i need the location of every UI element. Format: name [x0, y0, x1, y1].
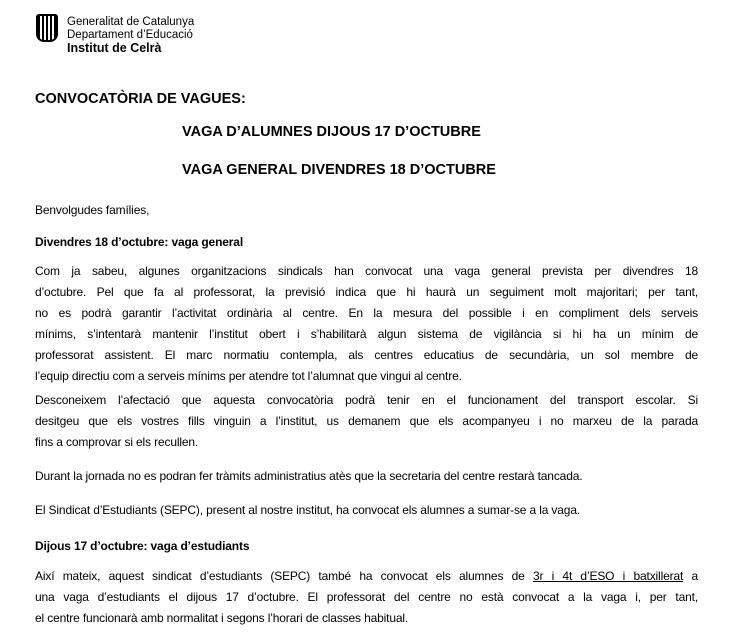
paragraph-transport: [35, 390, 698, 453]
paragraph-sindicat: El Sindicat d’Estudiants (SEPC), present al nostre institut, ha convocat els alumnes a sumar-se a la vaga.: [35, 503, 581, 517]
paragraph-student-strike: [35, 566, 698, 629]
text-line: l’equip directiu com a serveis mínims per atendre tot l’alumnat que vingui al centre.: [35, 369, 462, 383]
text-segment: a: [683, 569, 698, 583]
letterhead-line-1: Generalitat de Catalunya: [67, 16, 195, 28]
subtitle-general-strike: VAGA GENERAL DIVENDRES 18 D’OCTUBRE: [182, 162, 496, 178]
text-line: no es podrà garantir l’activitat ordinària al centre. En la mesura del possible i en compliment dels serveis: [35, 306, 698, 320]
text-line: desitgeu que els vostres fills vinguin a l’institut, us demanem que els acompanyeu i no marxeu de la parada: [35, 414, 698, 428]
text-line: una vaga d’estudiants el dijous 17 d’octubre. El professorat del centre no està convocat a la vaga i, per tant,: [35, 590, 698, 604]
paragraph-secretaria: Durant la jornada no es podran fer tràmits administratius atès que la secretaria del centre restarà tancada.: [35, 469, 583, 483]
underlined-text-courses: 3r i 4t d’ESO i batxillerat: [532, 569, 684, 583]
paragraph-general-strike: [35, 261, 698, 387]
text-line: mínims, s’intentarà mantenir l’institut obert i s’habilitarà algun sistema de vigilància si hi ha un mínim de: [35, 327, 698, 341]
page-title: CONVOCATÒRIA DE VAGUES:: [35, 91, 246, 107]
text-line: Com ja sabeu, algunes organitzacions sindicals han convocat una vaga general prevista per divendres 18: [35, 264, 698, 278]
text-line: [35, 566, 698, 587]
text-line: d’octubre. Pel que fa al professorat, la previsió indica que hi haurà un seguiment molt majoritari; per tant,: [35, 285, 698, 299]
letterhead-line-2: Departament d’Educació: [67, 29, 193, 41]
subtitle-student-strike: VAGA D’ALUMNES DIJOUS 17 D’OCTUBRE: [182, 124, 481, 140]
section-heading-general-strike: Divendres 18 d’octubre: vaga general: [35, 235, 244, 249]
section-heading-student-strike: Dijous 17 d’octubre: vaga d’estudiants: [35, 539, 250, 553]
generalitat-logo-icon: [36, 14, 58, 42]
text-segment: Així mateix, aquest sindicat d’estudiants (SEPC) també ha convocat els alumnes de: [35, 569, 533, 583]
letterhead-school: Institut de Celrà: [67, 41, 162, 55]
text-line: Desconeixem l’afectació que aquesta convocatòria podrà tenir en el funcionament del transport escolar. Si: [35, 393, 698, 407]
text-line: fins a comprovar si els recullen.: [35, 435, 199, 449]
greeting: Benvolgudes famílies,: [35, 203, 150, 217]
text-line: el centre funcionarà amb normalitat i segons l’horari de classes habitual.: [35, 611, 409, 625]
text-line: professorat assistent. El marc normatiu contempla, als centres educatius de secundària, un sol membre de: [35, 348, 698, 362]
